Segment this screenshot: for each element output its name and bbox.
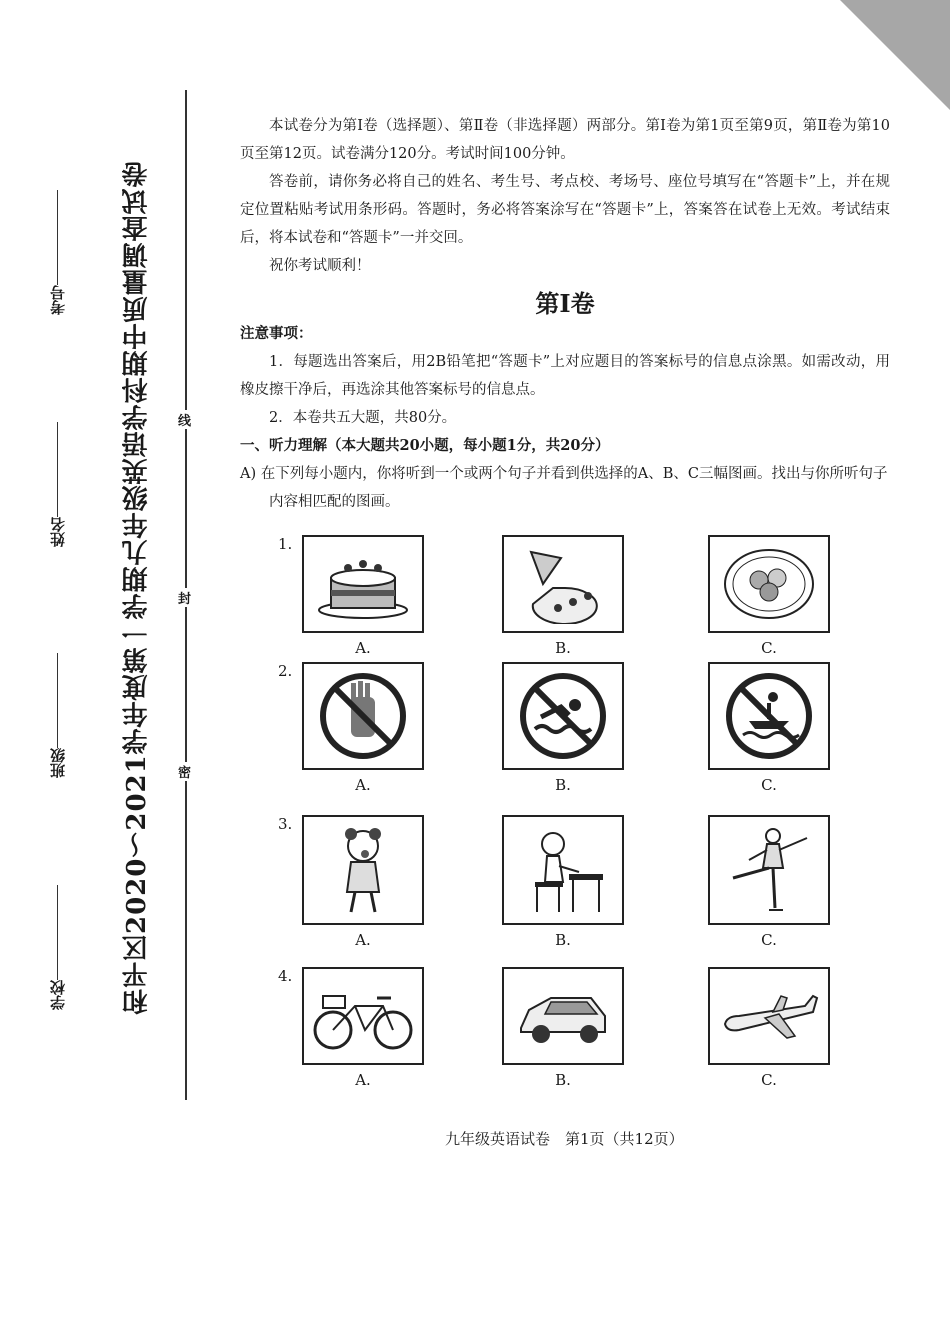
no-touch-icon [313,671,413,761]
question-number: 2. [278,662,293,680]
field-school [47,885,68,1010]
no-boating-icon [719,671,819,761]
intro-paragraph-3: 祝你考试顺利！ [269,258,371,274]
field-class-blank[interactable] [57,653,58,748]
page-footer: 九年级英语试卷 第1页（共12页） [445,1130,684,1148]
field-name [47,422,68,547]
option-b[interactable] [502,815,624,949]
option-label: B. [555,1071,571,1089]
notice-item-2: 2．本卷共五大题，共80分。 [269,410,457,426]
question-number: 3. [278,815,293,833]
option-b[interactable] [502,967,624,1089]
no-swimming-icon [513,671,613,761]
option-label: B. [555,931,571,949]
field-exam-number-label: 考号 [49,285,67,316]
option-b[interactable] [502,662,624,794]
question-number: 4. [278,967,293,985]
pizza-icon [513,544,613,624]
airplane-icon [717,976,821,1056]
option-label: A. [355,639,371,657]
option-label: A. [355,1071,371,1089]
intro-paragraph-2: 答卷前，请你务必将自己的姓名、考生号、考点校、考场号、座位号填写在“答题卡”上，并在规定位置粘贴考试用条形码。答题时，务必将答案涂写在“答题卡”上，答案答在试卷上无效。考试结束后，将本试卷和“答题卡”一并交回。 [240,174,890,246]
exam-content [240,112,890,516]
field-exam-number-blank[interactable] [57,190,58,285]
field-school-blank[interactable] [57,885,58,980]
option-a[interactable] [302,815,424,949]
field-class [47,653,68,778]
cake-icon [313,544,413,624]
question-2 [270,662,870,794]
intro-paragraph-1: 本试卷分为第Ⅰ卷（选择题）、第Ⅱ卷（非选择题）两部分。第Ⅰ卷为第1页至第9页，第Ⅱ卷为第10页至第12页。试卷满分120分。考试时间100分钟。 [240,118,890,162]
option-label: C. [761,931,777,949]
notice-title: 注意事项： [240,325,313,342]
question-1 [270,535,870,655]
option-a[interactable] [302,535,424,657]
field-name-label: 姓名 [49,516,67,547]
bicycle-icon [311,976,415,1056]
option-label: A. [355,776,371,794]
student-info-fields [47,190,68,1010]
girl-writing-icon [513,822,613,918]
binding-mark-mi: 密 [178,762,191,781]
notice-item-1: 1．每题选出答案后，用2B铅笔把“答题卡”上对应题目的答案标号的信息点涂黑。如需改动，用橡皮擦干净后，再选涂其他答案标号的信息点。 [240,354,890,398]
option-label: C. [761,639,777,657]
girl-eating-icon [313,822,413,918]
option-c[interactable] [708,662,830,794]
section-1-instruction: A) 在下列每小题内，你将听到一个或两个句子并看到供选择的A、B、C三幅图画。找出与你所听句子内容相匹配的图画。 [240,466,888,510]
field-school-label: 学校 [49,980,67,1010]
option-c[interactable] [708,815,830,949]
option-label: C. [761,1071,777,1089]
scan-corner-shadow [840,0,950,110]
option-a[interactable] [302,662,424,794]
field-name-blank[interactable] [57,422,58,517]
field-exam-number [47,190,68,315]
option-c[interactable] [708,535,830,657]
field-class-label: 班级 [49,748,67,779]
question-4 [270,967,870,1087]
girl-skating-icon [719,822,819,918]
volume-title: 第Ⅰ卷 [535,289,595,318]
binding-mark-feng: 封 [178,588,191,607]
option-label: B. [555,639,571,657]
option-b[interactable] [502,535,624,657]
section-1-title: 一、听力理解（本大题共20小题，每小题1分，共20分） [240,437,610,454]
question-3 [270,815,870,949]
option-label: C. [761,776,777,794]
car-icon [511,976,615,1056]
plate-food-icon [719,544,819,624]
exam-title-vertical: 和平区2020～2021学年度第一学期九年级英语学科期中质量调查试卷 [122,160,152,1015]
binding-mark-xian: 线 [178,410,191,429]
option-label: B. [555,776,571,794]
question-number: 1. [278,535,293,553]
option-a[interactable] [302,967,424,1089]
option-c[interactable] [708,967,830,1089]
option-label: A. [355,931,371,949]
